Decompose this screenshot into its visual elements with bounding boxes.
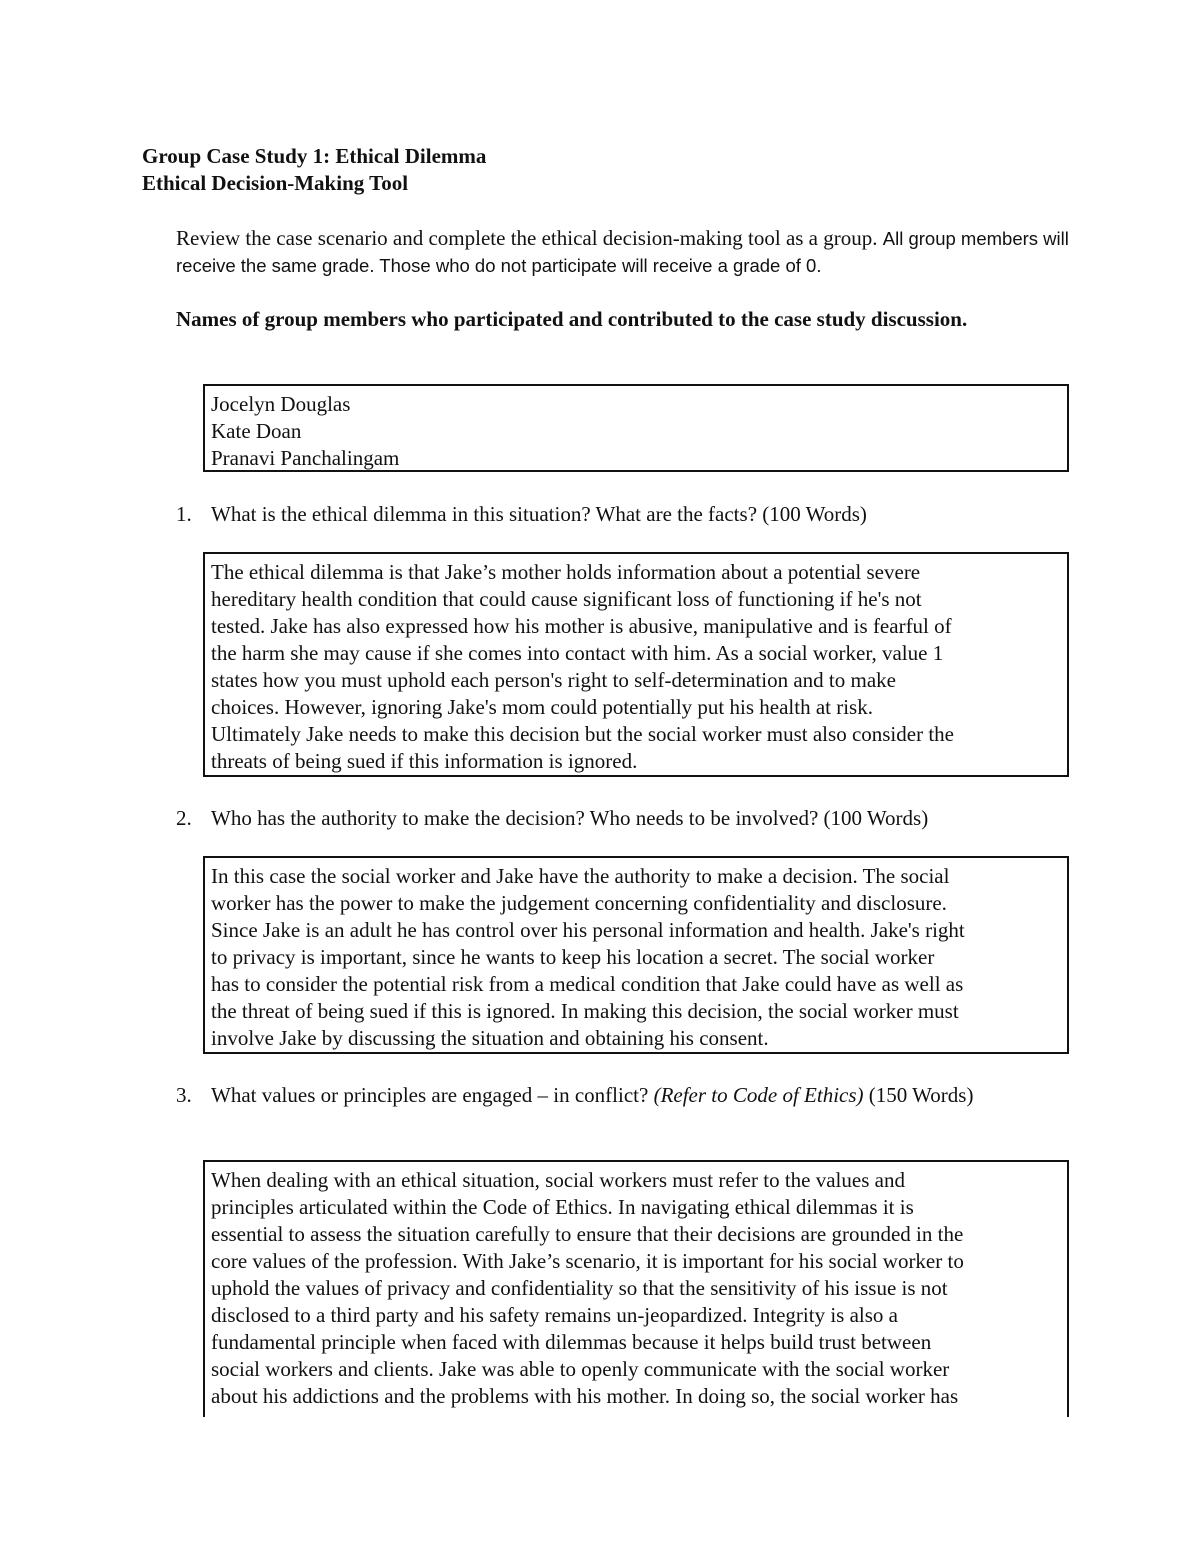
question-3 [176, 1082, 1016, 1109]
answer-line: to privacy is important, since he wants to keep his location a secret. The social worker [211, 945, 935, 969]
answer-line: disclosed to a third party and his safety remains un-jeopardized. Integrity is also a [211, 1303, 898, 1327]
answer-box-3 [203, 1160, 1069, 1417]
answer-line: choices. However, ignoring Jake's mom could potentially put his health at risk. [211, 695, 873, 719]
answer-line: worker has the power to make the judgement concerning confidentiality and disclosure. [211, 891, 947, 915]
member-name: Pranavi Panchalingam [211, 446, 400, 470]
question-number: 2. [176, 806, 192, 830]
answer-line: core values of the profession. With Jake’s scenario, it is important for his social worker to [211, 1249, 964, 1273]
question-text-wordcount: (150 Words) [863, 1083, 974, 1107]
answer-line: hereditary health condition that could cause significant loss of functioning if he's not [211, 587, 922, 611]
answer-line: essential to assess the situation carefully to ensure that their decisions are grounded in the [211, 1222, 964, 1246]
answer-line: threats of being sued if this information is ignored. [211, 749, 638, 773]
answer-line: In this case the social worker and Jake have the authority to make a decision. The social [211, 864, 950, 888]
grading-note: All group members will receive the same grade. Those who do not participate will receive a grade of 0. [176, 228, 1069, 276]
document-title: Group Case Study 1: Ethical Dilemma [142, 144, 487, 168]
members-heading: Names of group members who participated and contributed to the case study discussion. [176, 307, 968, 331]
question-text [211, 1082, 1016, 1109]
answer-line: the harm she may cause if she comes into contact with him. As a social worker, value 1 [211, 641, 944, 665]
document-subtitle: Ethical Decision-Making Tool [142, 171, 409, 195]
answer-line: Since Jake is an adult he has control over his personal information and health. Jake's right [211, 918, 965, 942]
question-1 [176, 501, 1036, 528]
answer-line: When dealing with an ethical situation, social workers must refer to the values and [211, 1168, 905, 1192]
answer-line: fundamental principle when faced with dilemmas because it helps build trust between [211, 1330, 932, 1354]
question-number: 3. [176, 1083, 192, 1107]
question-text: Who has the authority to make the decision? Who needs to be involved? (100 Words) [211, 806, 929, 830]
question-text-reference: (Refer to Code of Ethics) [653, 1083, 864, 1107]
answer-line: Ultimately Jake needs to make this decision but the social worker must also consider the [211, 722, 954, 746]
answer-line: tested. Jake has also expressed how his mother is abusive, manipulative and is fearful of [211, 614, 952, 638]
members-box [203, 384, 1069, 472]
answer-line: about his addictions and the problems with his mother. In doing so, the social worker has [211, 1384, 959, 1408]
answer-box-2 [203, 856, 1069, 1054]
member-name: Kate Doan [211, 419, 302, 443]
answer-line: The ethical dilemma is that Jake’s mother holds information about a potential severe [211, 560, 921, 584]
answer-box-1 [203, 552, 1069, 777]
question-text: What is the ethical dilemma in this situation? What are the facts? (100 Words) [211, 502, 867, 526]
answer-line: the threat of being sued if this is ignored. In making this decision, the social worker must [211, 999, 959, 1023]
instructions-paragraph [176, 225, 1076, 279]
answer-line: states how you must uphold each person's right to self-determination and to make [211, 668, 896, 692]
question-2 [176, 805, 1036, 832]
answer-line: involve Jake by discussing the situation and obtaining his consent. [211, 1026, 769, 1050]
member-name: Jocelyn Douglas [211, 392, 351, 416]
answer-line: social workers and clients. Jake was able to openly communicate with the social worker [211, 1357, 950, 1381]
answer-line: principles articulated within the Code of Ethics. In navigating ethical dilemmas it is [211, 1195, 914, 1219]
answer-line: uphold the values of privacy and confidentiality so that the sensitivity of his issue is not [211, 1276, 948, 1300]
question-number: 1. [176, 502, 192, 526]
instructions-text: Review the case scenario and complete the ethical decision-making tool as a group. [176, 226, 883, 250]
question-text-main: What values or principles are engaged – in conflict? [211, 1083, 654, 1107]
answer-line: has to consider the potential risk from a medical condition that Jake could have as well as [211, 972, 964, 996]
